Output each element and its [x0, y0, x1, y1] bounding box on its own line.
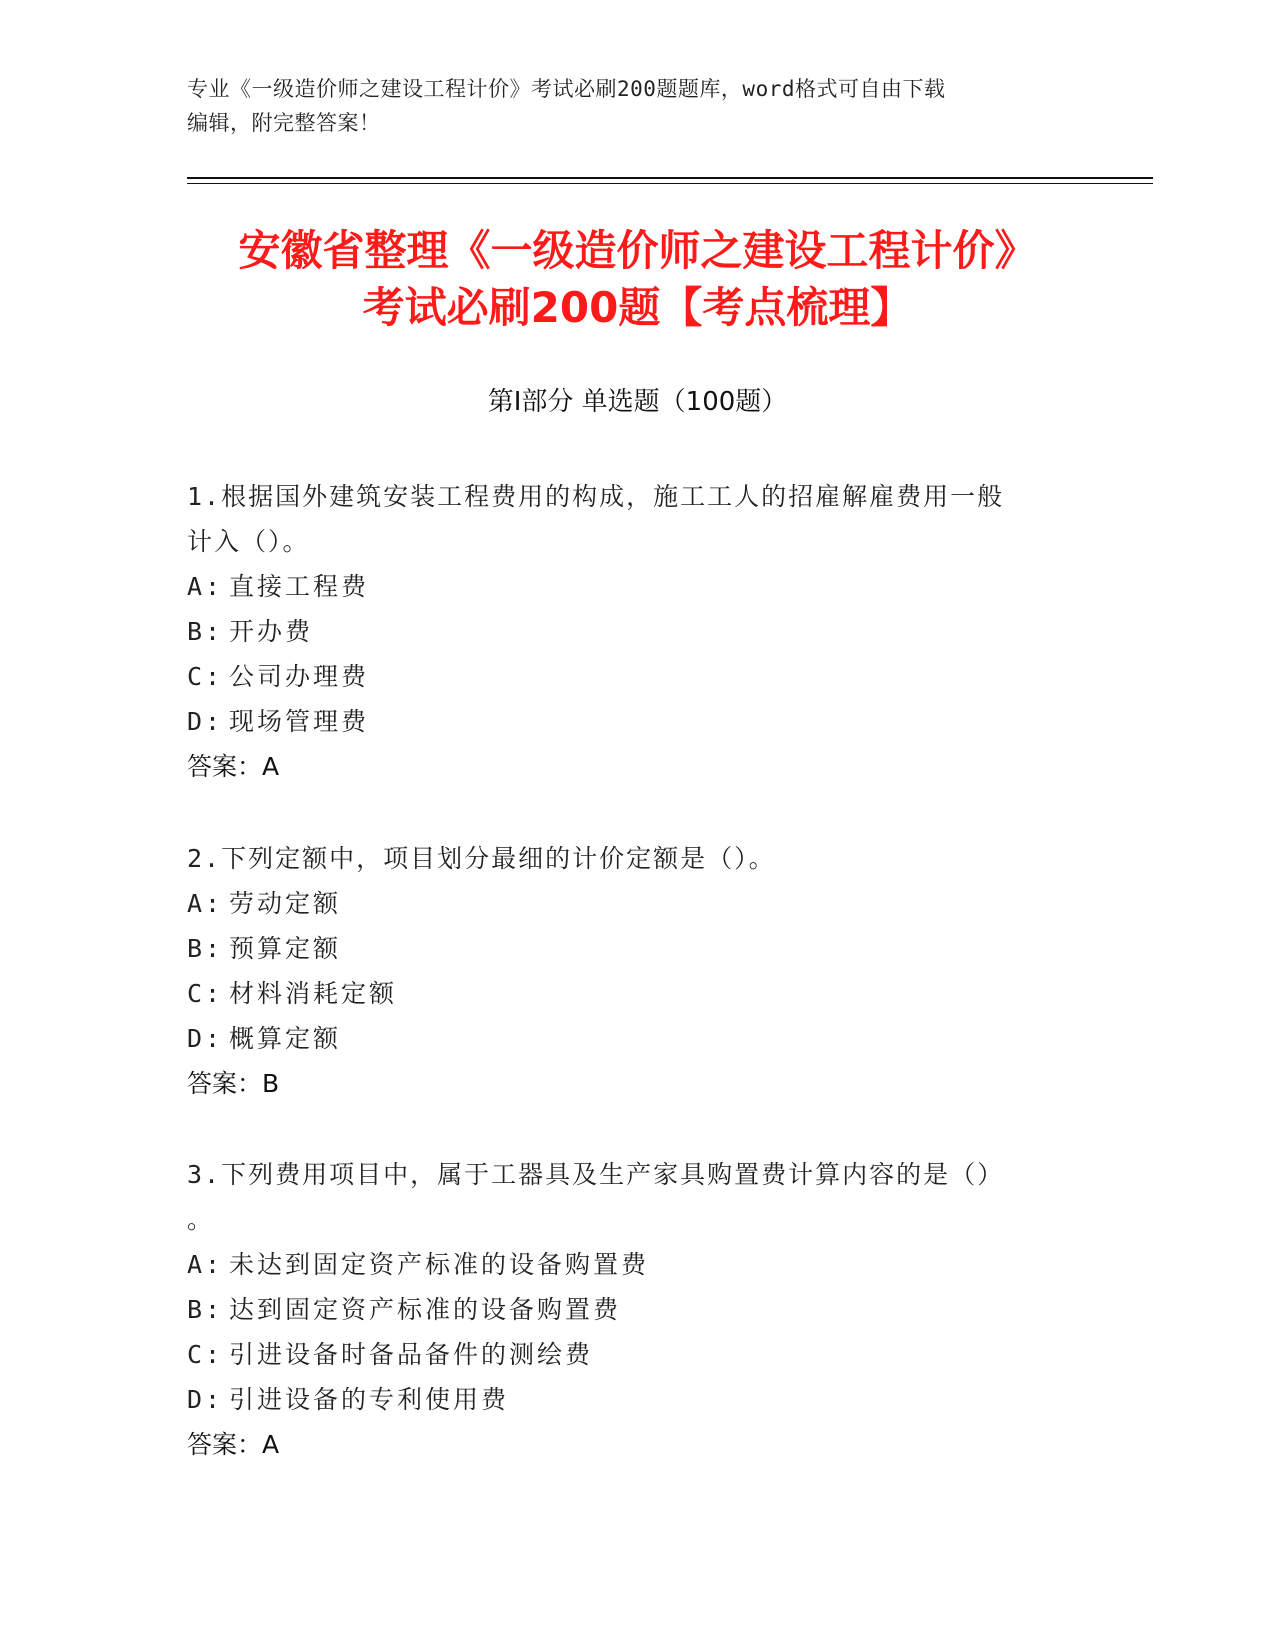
option-key: A:: [187, 1250, 224, 1279]
option-text: 直接工程费: [229, 572, 370, 601]
option-key: D:: [187, 707, 224, 736]
option-text: 引进设备时备品备件的测绘费: [229, 1340, 594, 1369]
answer-line: [187, 1422, 1067, 1467]
option-a: [187, 564, 1067, 609]
option-c: [187, 971, 1067, 1016]
header-note-line1: 专业《一级造价师之建设工程计价》考试必刷200题题库，word格式可自由下载: [187, 77, 946, 101]
question-stem-continued: 。: [187, 1205, 215, 1234]
option-key: D:: [187, 1024, 224, 1053]
option-b: [187, 609, 1067, 654]
option-key: B:: [187, 1295, 224, 1324]
option-a: [187, 881, 1067, 926]
question-2: [187, 836, 1067, 1106]
option-text: 劳动定额: [229, 889, 342, 918]
header-divider-thin: [187, 183, 1153, 184]
header-divider-thick: [187, 177, 1153, 179]
option-text: 材料消耗定额: [229, 979, 398, 1008]
answer-label: 答案：: [187, 1430, 263, 1459]
option-text: 达到固定资产标准的设备购置费: [229, 1295, 622, 1324]
answer-value: A: [262, 1430, 280, 1459]
option-text: 现场管理费: [229, 707, 370, 736]
option-key: A:: [187, 889, 224, 918]
option-d: [187, 1016, 1067, 1061]
option-text: 开办费: [229, 617, 314, 646]
option-c: [187, 1332, 1067, 1377]
document-title-line2: 考试必刷200题【考点梳理】: [362, 283, 913, 332]
option-text: 预算定额: [229, 934, 342, 963]
answer-label: 答案：: [187, 752, 263, 781]
question-stem: 2.下列定额中，项目划分最细的计价定额是（）。: [187, 844, 776, 873]
option-key: A:: [187, 572, 224, 601]
option-key: D:: [187, 1385, 224, 1414]
header-note-line2: 编辑，附完整答案！: [187, 111, 381, 135]
document-title-line1: 安徽省整理《一级造价师之建设工程计价》: [238, 226, 1037, 275]
answer-label: 答案：: [187, 1069, 263, 1098]
section-title: 第Ⅰ部分 单选题（100题）: [487, 387, 788, 417]
question-stem: 3.下列费用项目中，属于工器具及生产家具购置费计算内容的是（）: [187, 1160, 1005, 1189]
option-text: 公司办理费: [229, 662, 370, 691]
option-b: [187, 1287, 1067, 1332]
question-3: [187, 1152, 1067, 1467]
answer-line: [187, 1061, 1067, 1106]
option-key: C:: [187, 979, 224, 1008]
answer-value: B: [262, 1069, 280, 1098]
question-stem: 1.根据国外建筑安装工程费用的构成，施工工人的招雇解雇费用一般: [187, 482, 1005, 511]
question-1: [187, 474, 1067, 789]
option-c: [187, 654, 1067, 699]
option-key: B:: [187, 934, 224, 963]
option-key: C:: [187, 662, 224, 691]
document-title: [0, 222, 1275, 336]
option-text: 引进设备的专利使用费: [229, 1385, 510, 1414]
option-b: [187, 926, 1067, 971]
option-d: [187, 1377, 1067, 1422]
option-a: [187, 1242, 1067, 1287]
option-d: [187, 699, 1067, 744]
header-note: [187, 72, 1087, 140]
option-key: B:: [187, 617, 224, 646]
question-stem-continued: 计入（）。: [187, 527, 310, 556]
option-key: C:: [187, 1340, 224, 1369]
option-text: 概算定额: [229, 1024, 342, 1053]
answer-line: [187, 744, 1067, 789]
answer-value: A: [262, 752, 280, 781]
option-text: 未达到固定资产标准的设备购置费: [229, 1250, 650, 1279]
